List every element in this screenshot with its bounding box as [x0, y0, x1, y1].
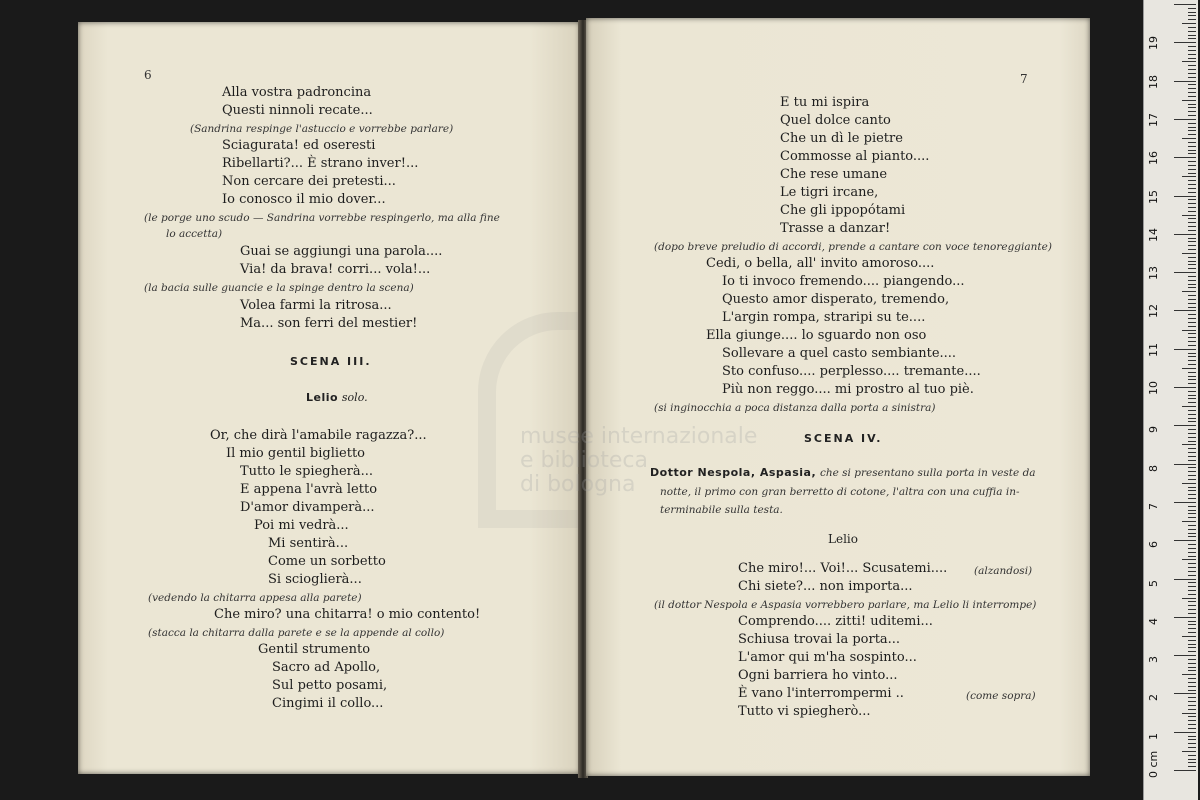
- ruler-tick: [1188, 663, 1196, 664]
- ruler-tick: [1188, 257, 1196, 258]
- ruler-tick: [1188, 360, 1196, 361]
- verse-line: Io conosco il mio dover...: [222, 192, 386, 207]
- verse-line: Cingimi il collo...: [272, 696, 384, 711]
- ruler-tick: [1182, 713, 1196, 714]
- ruler-tick: [1188, 188, 1196, 189]
- ruler-tick: [1188, 345, 1196, 346]
- ruler-tick: [1188, 571, 1196, 572]
- ruler-tick: [1182, 176, 1196, 177]
- ruler-tick: [1174, 732, 1196, 733]
- ruler-tick: [1188, 299, 1196, 300]
- verse-line: Non cercare dei pretesti...: [222, 174, 396, 189]
- ruler-tick: [1188, 356, 1196, 357]
- ruler-tick: [1188, 88, 1196, 89]
- ruler-tick: [1188, 333, 1196, 334]
- ruler-tick: [1188, 165, 1196, 166]
- verse-line: L'amor qui m'ha sospinto...: [738, 650, 917, 665]
- ruler-tick: [1182, 330, 1196, 331]
- verse-line: E appena l'avrà letto: [240, 482, 378, 497]
- verse-line: Ribellarti?... È strano inver!...: [222, 156, 419, 171]
- stage-direction: che si presentano sulla porta in veste da: [819, 467, 1036, 479]
- stage-direction: (la bacia sulle guancie e la spinge dentro la scena): [144, 282, 414, 294]
- verse-line: D'amor divamperà...: [240, 500, 375, 515]
- verse-line: Sciagurata! ed oseresti: [222, 138, 376, 153]
- verse-line: Si scioglierà...: [268, 572, 362, 587]
- ruler-tick: [1188, 73, 1196, 74]
- ruler-tick: [1188, 536, 1196, 537]
- ruler-tick: [1188, 353, 1196, 354]
- ruler-tick: [1188, 441, 1196, 442]
- ruler-tick: [1188, 379, 1196, 380]
- left-page: [78, 22, 580, 774]
- ruler-tick: [1188, 27, 1196, 28]
- verse-line: Più non reggo.... mi prostro al tuo piè.: [722, 382, 974, 397]
- ruler-number: 15: [1147, 189, 1160, 204]
- verse-line: Comprendo.... zitti! uditemi...: [738, 614, 933, 629]
- ruler-tick: [1188, 249, 1196, 250]
- ruler-tick: [1188, 437, 1196, 438]
- ruler-tick: [1188, 19, 1196, 20]
- verse-line: Che gli ippopótami: [780, 203, 906, 218]
- ruler-tick: [1174, 272, 1196, 273]
- verse-line: E tu mi ispira: [780, 95, 870, 110]
- ruler-tick: [1174, 502, 1196, 503]
- ruler-tick: [1188, 268, 1196, 269]
- verse-line: Tutto vi spiegherò...: [738, 704, 871, 719]
- ruler-tick: [1188, 448, 1196, 449]
- ruler-tick: [1188, 421, 1196, 422]
- stage-direction: (dopo breve preludio di accordi, prende a cantare con voce tenoreggiante): [654, 241, 1052, 253]
- ruler-tick: [1182, 674, 1196, 675]
- ruler-tick: [1188, 644, 1196, 645]
- ruler-tick: [1188, 686, 1196, 687]
- ruler-tick: [1174, 579, 1196, 580]
- ruler-tick: [1182, 483, 1196, 484]
- verse-line: Quel dolce canto: [780, 113, 891, 128]
- ruler-tick: [1188, 261, 1196, 262]
- stage-direction: (il dottor Nespola e Aspasia vorrebbero parlare, ma Lelio li interrompe): [654, 599, 1037, 611]
- ruler-tick: [1188, 736, 1196, 737]
- ruler-tick: [1188, 716, 1196, 717]
- verse-line: Che rese umane: [780, 167, 888, 182]
- ruler-tick: [1188, 460, 1196, 461]
- ruler-tick: [1188, 264, 1196, 265]
- ruler-tick: [1188, 326, 1196, 327]
- ruler-tick: [1188, 12, 1196, 13]
- ruler-tick: [1188, 533, 1196, 534]
- ruler-number: 19: [1147, 36, 1160, 51]
- ruler-number: 0 cm: [1147, 750, 1160, 778]
- ruler-tick: [1188, 513, 1196, 514]
- ruler-tick: [1188, 609, 1196, 610]
- verse-line: Alla vostra padroncina: [222, 85, 372, 100]
- verse-line: L'argin rompa, straripi su te....: [722, 310, 926, 325]
- verse-line: Sto confuso.... perplesso.... tremante....: [722, 364, 981, 379]
- ruler-tick: [1188, 38, 1196, 39]
- ruler-tick: [1188, 624, 1196, 625]
- verse-line: Tutto le spiegherà...: [240, 464, 374, 479]
- ruler-tick: [1188, 92, 1196, 93]
- ruler-tick: [1188, 739, 1196, 740]
- ruler-tick: [1188, 395, 1196, 396]
- ruler-tick: [1188, 173, 1196, 174]
- stage-direction: (Sandrina respinge l'astuccio e vorrebbe parlare): [190, 123, 454, 135]
- ruler-tick: [1188, 701, 1196, 702]
- verse-line: Mi sentirà...: [268, 536, 349, 551]
- ruler-number: 12: [1147, 304, 1160, 319]
- verse-line: Sul petto posami,: [272, 678, 388, 693]
- ruler-tick: [1188, 104, 1196, 105]
- ruler-tick: [1188, 414, 1196, 415]
- ruler-tick: [1188, 613, 1196, 614]
- ruler-tick: [1188, 586, 1196, 587]
- ruler-tick: [1174, 234, 1196, 235]
- ruler-tick: [1188, 525, 1196, 526]
- verse-line: Io ti invoco fremendo.... piangendo...: [722, 274, 965, 289]
- ruler-tick: [1188, 46, 1196, 47]
- stage-direction: lo accetta): [166, 228, 223, 240]
- ruler-tick: [1188, 582, 1196, 583]
- verse-line: Ella giunge.... lo sguardo non oso: [706, 328, 927, 343]
- ruler-tick: [1188, 475, 1196, 476]
- verse-line: Poi mi vedrà...: [254, 518, 349, 533]
- ruler-tick: [1188, 8, 1196, 9]
- ruler-tick: [1188, 142, 1196, 143]
- ruler-tick: [1188, 150, 1196, 151]
- ruler-number: 14: [1147, 227, 1160, 242]
- ruler-tick: [1188, 667, 1196, 668]
- scene-heading: SCENA IV.: [804, 432, 883, 445]
- ruler-tick: [1188, 697, 1196, 698]
- verse-line: Che miro!... Voi!... Scusatemi....: [738, 561, 948, 576]
- ruler-tick: [1174, 693, 1196, 694]
- ruler-tick: [1188, 337, 1196, 338]
- verse-line: Via! da brava! corri... vola!...: [240, 262, 431, 277]
- ruler-tick: [1188, 517, 1196, 518]
- ruler-tick: [1188, 594, 1196, 595]
- ruler-tick: [1188, 575, 1196, 576]
- ruler-tick: [1188, 402, 1196, 403]
- ruler-tick: [1188, 111, 1196, 112]
- ruler-tick: [1174, 4, 1196, 5]
- verse-line: Schiusa trovai la porta...: [738, 632, 901, 647]
- ruler-tick: [1188, 287, 1196, 288]
- ruler-tick: [1182, 368, 1196, 369]
- ruler-tick: [1188, 96, 1196, 97]
- ruler-tick: [1188, 759, 1196, 760]
- ruler-tick: [1174, 770, 1196, 771]
- ruler-tick: [1188, 245, 1196, 246]
- ruler-tick: [1188, 69, 1196, 70]
- ruler-tick: [1188, 605, 1196, 606]
- ruler-number: 9: [1147, 426, 1160, 434]
- verse-line: Che miro? una chitarra! o mio contento!: [214, 607, 481, 622]
- aside: (come sopra): [966, 690, 1036, 702]
- ruler-tick: [1188, 376, 1196, 377]
- ruler-tick: [1188, 456, 1196, 457]
- ruler-tick: [1188, 230, 1196, 231]
- verse-line: Commosse al pianto....: [780, 149, 930, 164]
- ruler-tick: [1188, 418, 1196, 419]
- ruler-tick: [1188, 35, 1196, 36]
- ruler-tick: [1182, 751, 1196, 752]
- ruler-tick: [1188, 199, 1196, 200]
- ruler-tick: [1182, 636, 1196, 637]
- ruler-tick: [1188, 567, 1196, 568]
- ruler-number: 17: [1147, 112, 1160, 127]
- ruler-number: 1: [1147, 732, 1160, 740]
- ruler-tick: [1182, 215, 1196, 216]
- ruler-tick: [1188, 724, 1196, 725]
- ruler-tick: [1174, 387, 1196, 388]
- ruler-tick: [1174, 119, 1196, 120]
- ruler-tick: [1188, 372, 1196, 373]
- verse-line: Le tigri ircane,: [780, 185, 879, 200]
- ruler-tick: [1188, 276, 1196, 277]
- verse-line: Come un sorbetto: [268, 554, 386, 569]
- ruler-tick: [1188, 127, 1196, 128]
- ruler-tick: [1188, 494, 1196, 495]
- ruler-tick: [1188, 303, 1196, 304]
- ruler-tick: [1188, 433, 1196, 434]
- ruler-tick: [1188, 284, 1196, 285]
- verse-line: Ogni barriera ho vinto...: [738, 668, 898, 683]
- verse-line: È vano l'interrompermi ..: [738, 686, 904, 701]
- verse-line: Volea farmi la ritrosa...: [240, 298, 392, 313]
- ruler-tick: [1174, 655, 1196, 656]
- ruler-number: 7: [1147, 502, 1160, 510]
- stage-direction: (stacca la chitarra dalla parete e se la appende al collo): [148, 627, 445, 639]
- watermark: [520, 425, 757, 497]
- ruler-tick: [1188, 621, 1196, 622]
- page-number: 7: [1020, 72, 1028, 86]
- ruler-tick: [1182, 559, 1196, 560]
- ruler-tick: [1188, 391, 1196, 392]
- ruler-tick: [1188, 429, 1196, 430]
- ruler-tick: [1188, 479, 1196, 480]
- ruler-tick: [1188, 498, 1196, 499]
- ruler-tick: [1182, 61, 1196, 62]
- ruler-tick: [1188, 180, 1196, 181]
- verse-line: Or, che dirà l'amabile ragazza?...: [210, 428, 427, 443]
- verse-line: Trasse a danzar!: [780, 221, 891, 236]
- watermark-line: musee internazionale: [520, 424, 758, 449]
- ruler-tick: [1188, 563, 1196, 564]
- ruler-tick: [1188, 280, 1196, 281]
- ruler-tick: [1188, 207, 1196, 208]
- ruler-tick: [1188, 640, 1196, 641]
- ruler-tick: [1188, 123, 1196, 124]
- ruler-tick: [1188, 747, 1196, 748]
- ruler-tick: [1188, 222, 1196, 223]
- ruler-tick: [1188, 65, 1196, 66]
- stage-direction: terminabile sulla testa.: [660, 504, 783, 516]
- ruler-tick: [1182, 406, 1196, 407]
- ruler-tick: [1188, 226, 1196, 227]
- right-page: [586, 18, 1090, 776]
- ruler-tick: [1188, 169, 1196, 170]
- verse-line: Che un dì le pietre: [780, 131, 903, 146]
- ruler-tick: [1174, 349, 1196, 350]
- ruler-tick: [1182, 444, 1196, 445]
- ruler-tick: [1188, 15, 1196, 16]
- ruler-tick: [1188, 153, 1196, 154]
- ruler-tick: [1188, 203, 1196, 204]
- ruler-tick: [1188, 238, 1196, 239]
- verse-line: Chi siete?... non importa...: [738, 579, 913, 594]
- ruler-tick: [1182, 100, 1196, 101]
- ruler-tick: [1188, 690, 1196, 691]
- stage-direction: notte, il primo con gran berretto di cotone, l'altra con una cuffia in-: [660, 486, 1020, 498]
- ruler-tick: [1188, 678, 1196, 679]
- stage-direction: (si inginocchia a poca distanza dalla porta a sinistra): [654, 402, 936, 414]
- ruler-number: 5: [1147, 579, 1160, 587]
- verse-line: Sollevare a quel casto sembiante....: [722, 346, 957, 361]
- ruler-tick: [1188, 601, 1196, 602]
- ruler-tick: [1174, 464, 1196, 465]
- ruler-tick: [1188, 241, 1196, 242]
- ruler-tick: [1188, 314, 1196, 315]
- ruler-tick: [1188, 322, 1196, 323]
- measurement-ruler: [1143, 0, 1198, 800]
- ruler-tick: [1188, 647, 1196, 648]
- watermark-line: e biblioteca: [520, 448, 648, 473]
- ruler-number: 6: [1147, 541, 1160, 549]
- ruler-tick: [1188, 556, 1196, 557]
- ruler-tick: [1182, 23, 1196, 24]
- ruler-tick: [1188, 720, 1196, 721]
- ruler-tick: [1188, 762, 1196, 763]
- ruler-tick: [1188, 115, 1196, 116]
- page-number: 6: [144, 68, 152, 82]
- ruler-tick: [1188, 506, 1196, 507]
- ruler-tick: [1188, 628, 1196, 629]
- ruler-tick: [1188, 705, 1196, 706]
- ruler-tick: [1188, 471, 1196, 472]
- ruler-number: 16: [1147, 151, 1160, 166]
- ruler-tick: [1188, 341, 1196, 342]
- ruler-tick: [1188, 670, 1196, 671]
- ruler-tick: [1188, 77, 1196, 78]
- ruler-tick: [1188, 31, 1196, 32]
- ruler-tick: [1188, 529, 1196, 530]
- ruler-tick: [1188, 410, 1196, 411]
- verse-line: Gentil strumento: [258, 642, 371, 657]
- scene-heading: SCENA III.: [290, 355, 372, 368]
- ruler-number: 18: [1147, 74, 1160, 89]
- ruler-tick: [1188, 552, 1196, 553]
- ruler-tick: [1188, 58, 1196, 59]
- ruler-tick: [1188, 318, 1196, 319]
- stage-direction: (vedendo la chitarra appesa alla parete): [148, 592, 362, 604]
- ruler-tick: [1188, 295, 1196, 296]
- character-names: Dottor Nespola, Aspasia,: [650, 466, 817, 479]
- ruler-tick: [1182, 138, 1196, 139]
- ruler-tick: [1188, 218, 1196, 219]
- verse-line: Il mio gentil biglietto: [226, 446, 366, 461]
- ruler-tick: [1188, 134, 1196, 135]
- verse-line: Questo amor disperato, tremendo,: [722, 292, 950, 307]
- ruler-tick: [1188, 130, 1196, 131]
- verse-line: Sacro ad Apollo,: [272, 660, 381, 675]
- character-heading: [306, 390, 368, 404]
- ruler-tick: [1188, 743, 1196, 744]
- ruler-tick: [1188, 467, 1196, 468]
- ruler-tick: [1188, 192, 1196, 193]
- ruler-tick: [1188, 84, 1196, 85]
- ruler-number: 8: [1147, 464, 1160, 472]
- ruler-tick: [1174, 157, 1196, 158]
- ruler-tick: [1182, 291, 1196, 292]
- ruler-tick: [1188, 659, 1196, 660]
- ruler-tick: [1174, 425, 1196, 426]
- ruler-tick: [1188, 211, 1196, 212]
- aside: (alzandosi): [974, 565, 1033, 577]
- ruler-tick: [1188, 161, 1196, 162]
- ruler-tick: [1174, 310, 1196, 311]
- stage-direction: (le porge uno scudo — Sandrina vorrebbe respingerlo, ma alla fine: [144, 212, 500, 224]
- ruler-tick: [1188, 383, 1196, 384]
- ruler-tick: [1188, 544, 1196, 545]
- ruler-tick: [1188, 548, 1196, 549]
- character-note: solo.: [341, 391, 368, 404]
- ruler-tick: [1188, 651, 1196, 652]
- verse-line: Cedi, o bella, all' invito amoroso....: [706, 256, 935, 271]
- ruler-tick: [1174, 81, 1196, 82]
- ruler-tick: [1188, 452, 1196, 453]
- ruler-tick: [1188, 50, 1196, 51]
- ruler-tick: [1174, 617, 1196, 618]
- ruler-tick: [1188, 184, 1196, 185]
- speaker-heading: Lelio: [828, 532, 858, 546]
- ruler-tick: [1188, 107, 1196, 108]
- ruler-tick: [1182, 598, 1196, 599]
- ruler-tick: [1174, 42, 1196, 43]
- ruler-tick: [1188, 766, 1196, 767]
- ruler-tick: [1188, 755, 1196, 756]
- ruler-tick: [1174, 196, 1196, 197]
- ruler-tick: [1188, 682, 1196, 683]
- ruler-tick: [1188, 490, 1196, 491]
- ruler-number: 4: [1147, 617, 1160, 625]
- ruler-tick: [1188, 728, 1196, 729]
- ruler-number: 2: [1147, 694, 1160, 702]
- ruler-tick: [1182, 253, 1196, 254]
- ruler-tick: [1188, 146, 1196, 147]
- ruler-tick: [1188, 398, 1196, 399]
- verse-line: Guai se aggiungi una parola....: [240, 244, 443, 259]
- ruler-number: 10: [1147, 381, 1160, 395]
- ruler-tick: [1174, 540, 1196, 541]
- ruler-tick: [1188, 632, 1196, 633]
- ruler-tick: [1188, 487, 1196, 488]
- ruler-tick: [1182, 521, 1196, 522]
- watermark-line: di bologna: [520, 472, 636, 497]
- character-name: Lelio: [306, 391, 339, 404]
- ruler-number: 11: [1147, 342, 1160, 357]
- verse-line: Ma... son ferri del mestier!: [240, 316, 418, 331]
- ruler-tick: [1188, 364, 1196, 365]
- ruler-tick: [1188, 590, 1196, 591]
- ruler-number: 3: [1147, 656, 1160, 664]
- ruler-tick: [1188, 54, 1196, 55]
- verse-line: Questi ninnoli recate...: [222, 103, 373, 118]
- ruler-tick: [1188, 510, 1196, 511]
- ruler-tick: [1188, 709, 1196, 710]
- ruler-tick: [1188, 307, 1196, 308]
- ruler-number: 13: [1147, 266, 1160, 281]
